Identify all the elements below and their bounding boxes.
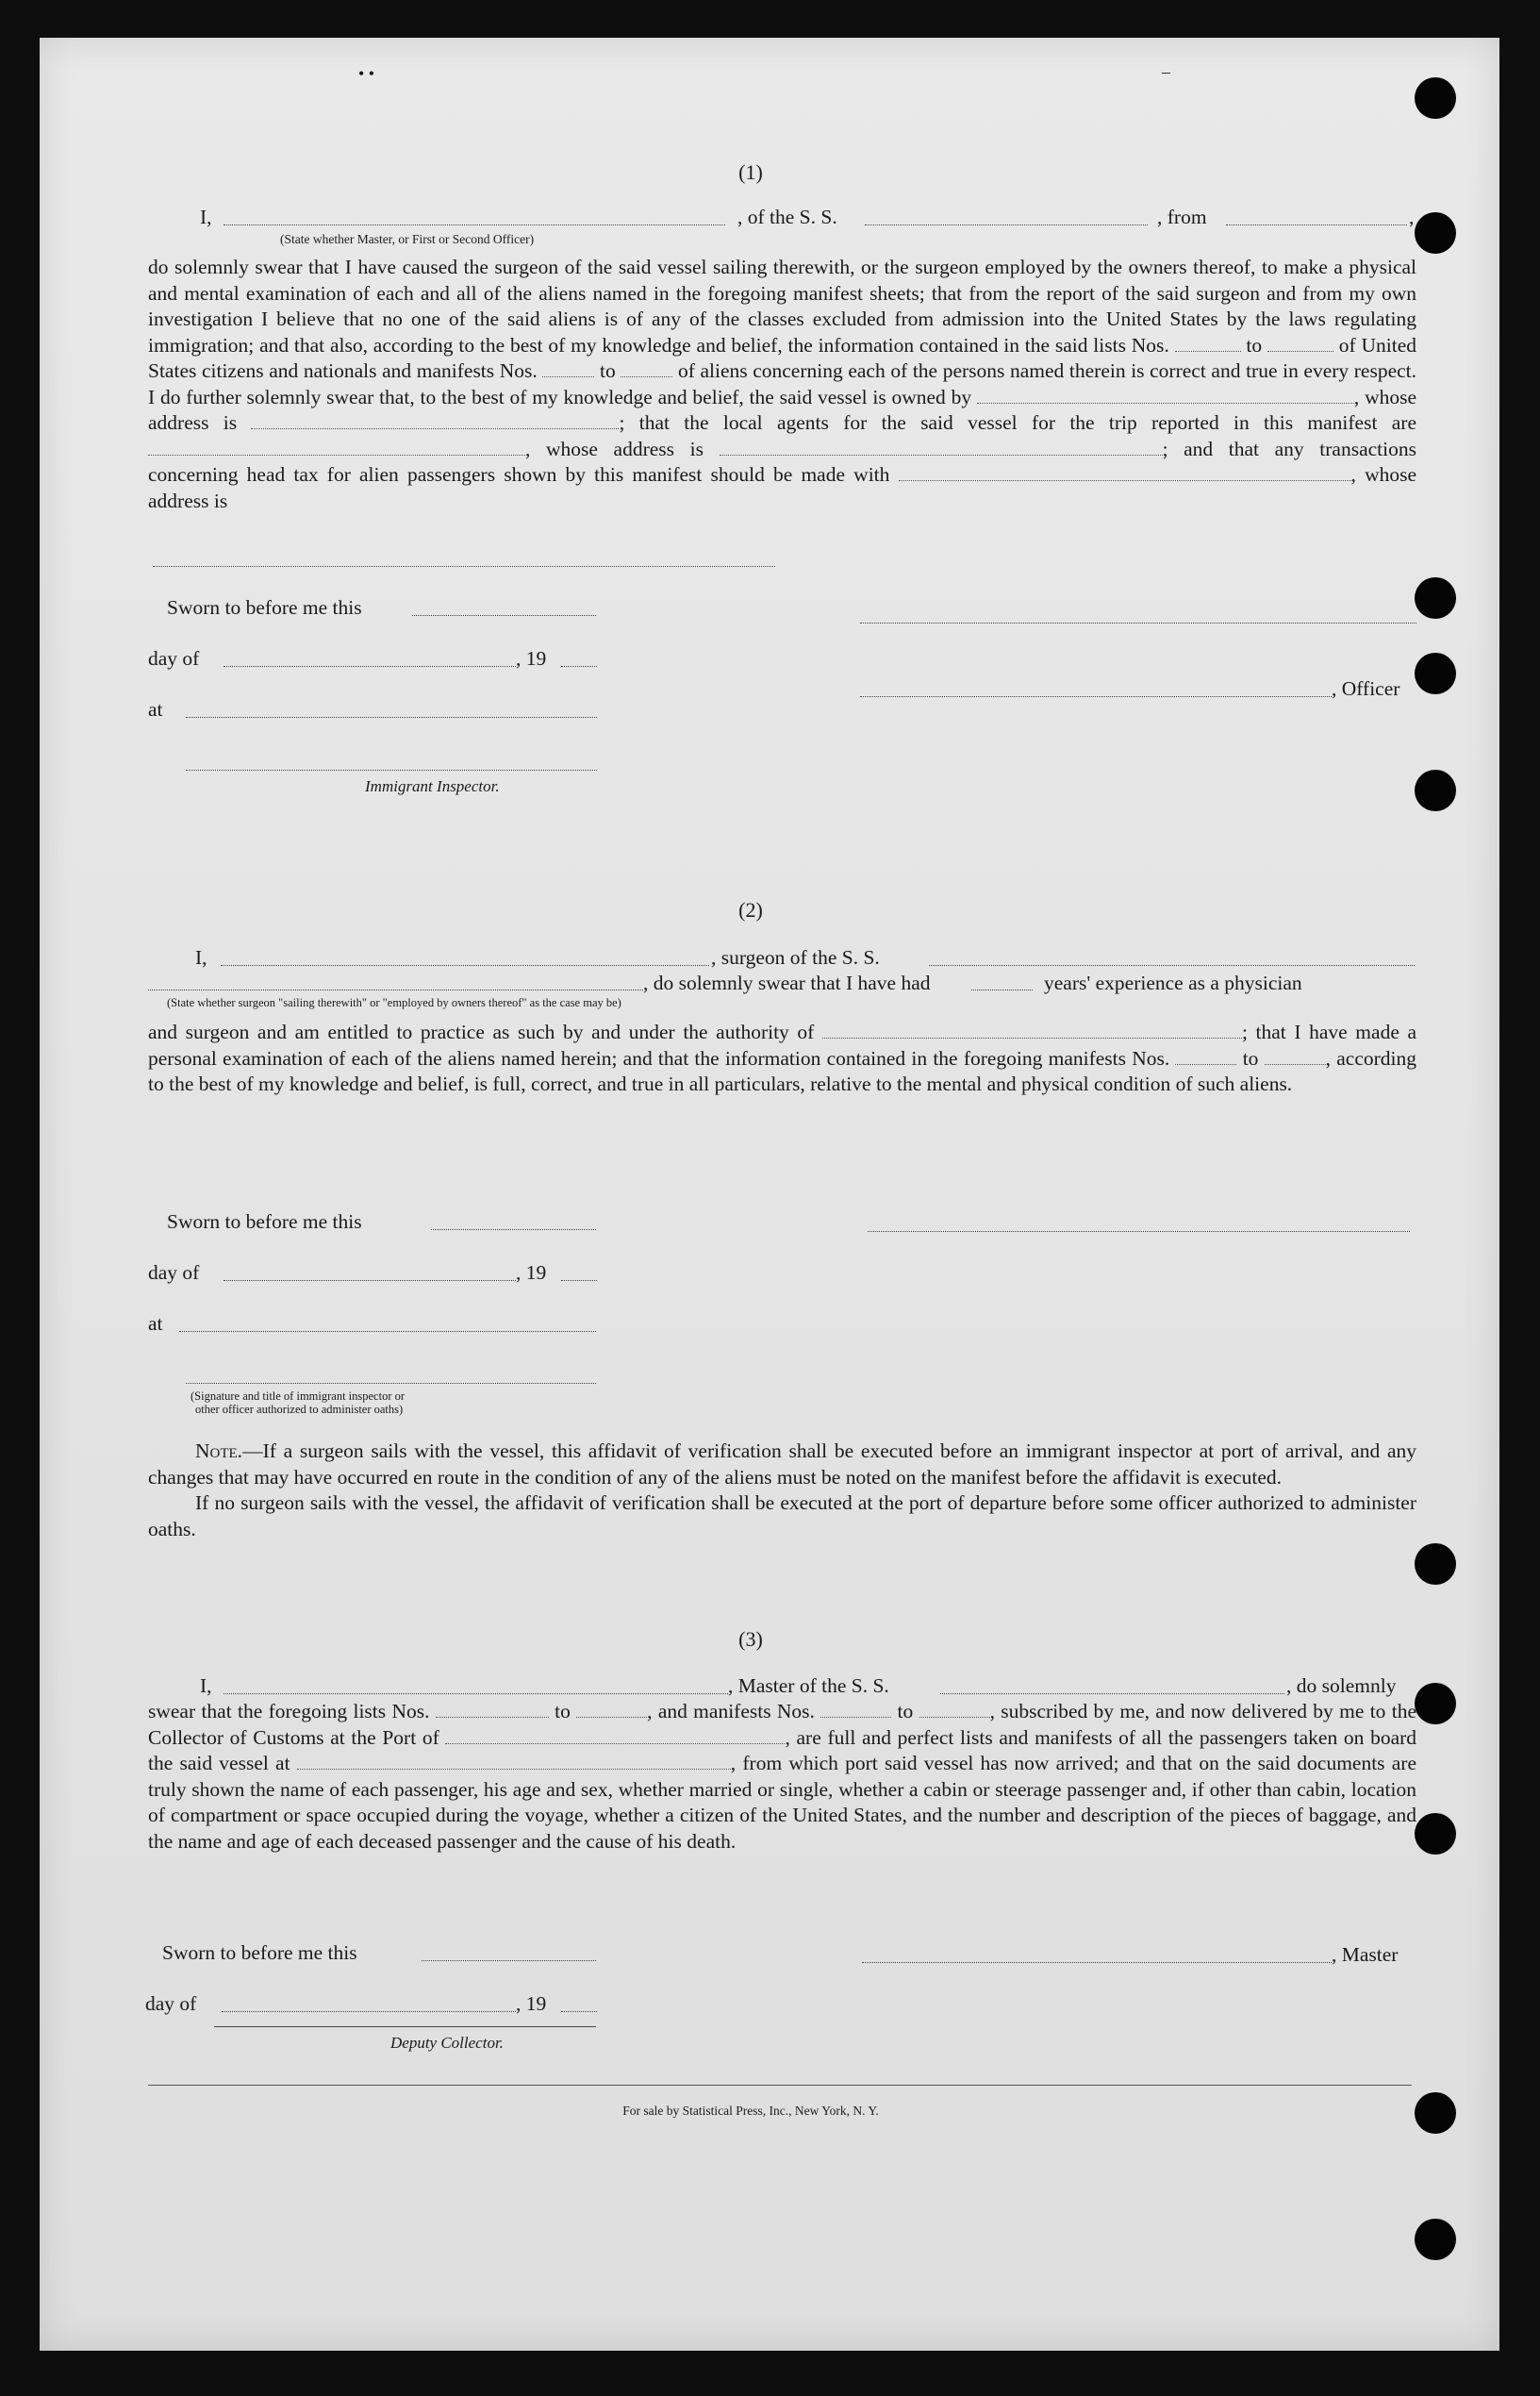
punch-hole — [1415, 653, 1456, 694]
s1-lists-to-field[interactable] — [1267, 334, 1333, 352]
s3-departure-port-field[interactable] — [297, 1752, 731, 1770]
s2-day-of-field[interactable] — [224, 1280, 516, 1281]
s1-body-to1: to — [1246, 333, 1263, 357]
s1-sworn-label: Sworn to before me this — [167, 596, 362, 619]
s2-sig-note-1: (Signature and title of immigrant inspector or — [190, 1389, 406, 1403]
s1-year-label: , 19 — [516, 647, 547, 670]
s2-surgeon-label: , surgeon of the S. S. — [711, 946, 880, 969]
s2-body-c: , according to the best of my knowledge and belief, is full, correct, and true in all particulars, relative to the mental and physical condition of such aliens. — [148, 1046, 1417, 1095]
stray-mark: – — [1162, 62, 1170, 81]
s2-sworn-label: Sworn to before me this — [167, 1210, 362, 1233]
s1-body-f: , whose address is — [525, 437, 704, 460]
s3-lists-from-field[interactable] — [436, 1700, 549, 1718]
s3-master-sig-label: , Master — [1332, 1943, 1399, 1966]
s2-body-a: and surgeon and am entitled to practice as such by and under the authority of — [148, 1021, 815, 1043]
s1-day-of-field[interactable] — [224, 666, 516, 667]
punch-hole — [1415, 77, 1456, 119]
s2-body-b: ; that I have made a personal examination of each of the aliens named herein; and that the information contained in the foregoing manifests Nos. — [148, 1021, 1417, 1070]
s1-from-label: , from — [1157, 206, 1207, 228]
s1-manifests-to-field[interactable] — [621, 359, 672, 377]
s3-body-to1: to — [555, 1700, 571, 1722]
footer-printer-text: For sale by Statistical Press, Inc., New York, N. Y. — [622, 2104, 879, 2118]
s2-sworn-field[interactable] — [431, 1229, 596, 1230]
s3-master-label: , Master of the S. S. — [728, 1674, 889, 1697]
s1-sworn-field[interactable] — [412, 615, 596, 616]
s3-ship-name-field[interactable] — [940, 1693, 1284, 1694]
s3-affidavit-body — [148, 1699, 1416, 1855]
s2-i-label: I, — [195, 946, 207, 969]
s1-body-g: ; and that any transactions concerning head tax for alien passengers shown by this manifest should be made with — [148, 437, 1416, 486]
s1-year-field[interactable] — [561, 666, 597, 667]
punch-hole — [1415, 1683, 1456, 1724]
s2-body-to: to — [1242, 1046, 1259, 1070]
s2-note — [148, 1439, 1416, 1542]
s3-body-to2: to — [897, 1700, 914, 1722]
punch-hole — [1415, 1543, 1456, 1585]
s2-surgeon-signature-line[interactable] — [868, 1231, 1410, 1232]
s1-agents-field[interactable] — [148, 438, 525, 456]
s2-at-field[interactable] — [179, 1331, 596, 1332]
s2-note-2: If no surgeon sails with the vessel, the affidavit of verification shall be executed at the port of departure before some officer authorized to administer oaths. — [148, 1491, 1416, 1540]
punch-hole — [1415, 770, 1456, 811]
s1-body-d: , whose address is — [148, 385, 1417, 434]
s1-owner-field[interactable] — [977, 386, 1354, 404]
s1-body-e: ; that the local agents for the said vessel for the trip reported in this manifest are — [619, 411, 1416, 434]
s3-master-name-field[interactable] — [224, 1693, 728, 1694]
s3-body-c: , subscribed by me, and now delivered by me to the Collector of Customs at the Port of — [148, 1700, 1416, 1749]
s3-lists-to-field[interactable] — [576, 1700, 647, 1718]
s2-inspector-signature-line[interactable] — [186, 1383, 596, 1384]
punch-hole — [1415, 577, 1456, 619]
s3-collector-label: Deputy Collector. — [390, 2034, 504, 2052]
s3-year-label: , 19 — [516, 1992, 547, 2015]
s1-day-of-label: day of — [148, 647, 200, 670]
s2-affidavit-body — [148, 1020, 1416, 1098]
s3-day-of-field[interactable] — [222, 2011, 516, 2012]
s2-years-label: years' experience as a physician — [1044, 972, 1302, 994]
s3-year-field[interactable] — [561, 2011, 597, 2012]
s1-officer-label: , Officer — [1332, 677, 1400, 700]
s2-authority-field[interactable] — [822, 1021, 1242, 1039]
s1-comma: , — [1409, 206, 1415, 228]
s1-inspector-signature-line[interactable] — [186, 770, 597, 771]
s3-collector-signature-line[interactable] — [214, 2026, 596, 2027]
section-2-number: (2) — [738, 898, 763, 922]
s1-body-b: of United States citizens and nationals and manifests Nos. — [148, 333, 1417, 382]
s1-i-label: I, — [200, 206, 212, 228]
s2-surgeon-note: (State whether surgeon "sailing therewith" or "employed by owners thereof" as the case may be) — [167, 996, 621, 1009]
footer-rule — [148, 2085, 1412, 2086]
section-3-number: (3) — [738, 1627, 763, 1651]
section-1-number: (1) — [738, 160, 763, 184]
s3-body-d: , are full and perfect lists and manifests of all the passengers taken on board the said vessel at — [148, 1725, 1417, 1774]
s2-manifests-to-field[interactable] — [1265, 1047, 1326, 1065]
punch-hole — [1415, 212, 1456, 254]
s3-manifests-from-field[interactable] — [820, 1700, 891, 1718]
s1-body-c: of aliens concerning each of the persons named therein is correct and true in every respect. I do further solemnly swear that, to the best of my knowledge and belief, the said vessel is owned by — [148, 359, 1417, 408]
s1-affidavit-body — [148, 255, 1416, 514]
s1-head-tax-field[interactable] — [899, 463, 1351, 481]
s3-day-of-label: day of — [145, 1992, 197, 2015]
s1-owner-address-field[interactable] — [251, 411, 619, 429]
s2-manifests-from-field[interactable] — [1175, 1047, 1236, 1065]
s2-note-1: —If a surgeon sails with the vessel, this affidavit of verification shall be executed before an immigrant inspector at port of arrival, and any changes that may have occurred en route in the condition of any of the aliens must be noted on the manifest before the affidavit is executed. — [148, 1439, 1416, 1489]
s2-year-field[interactable] — [561, 1280, 597, 1281]
s3-i-label: I, — [200, 1674, 212, 1697]
s1-lists-from-field[interactable] — [1175, 334, 1241, 352]
s1-manifests-from-field[interactable] — [542, 359, 594, 377]
s3-port-field[interactable] — [445, 1726, 785, 1744]
s2-year-label: , 19 — [516, 1261, 547, 1284]
s3-body-e: , from which port said vessel has now arrived; and that on the said documents are truly shown the name of each passenger, his age and sex, whether married or single, whether a cabin or steerage passenger and, if other than cabin, location of compartment or space occupied during the voyage, whether a citizen of the United States, and the number and description of the pieces of baggage, and the name and age of each deceased passenger and the cause of his death. — [148, 1752, 1417, 1853]
s1-body-to2: to — [600, 359, 616, 382]
s3-solemnly-label: , do solemnly — [1286, 1674, 1397, 1697]
s2-at-label: at — [148, 1312, 163, 1335]
s2-surgeon-name-field[interactable] — [221, 965, 709, 966]
s3-body-b: , and manifests Nos. — [647, 1700, 815, 1722]
s3-sworn-label: Sworn to before me this — [162, 1941, 357, 1964]
s1-agents-address-field[interactable] — [720, 438, 1163, 456]
s1-at-field[interactable] — [186, 717, 597, 718]
s2-swear-label: , do solemnly swear that I have had — [643, 972, 931, 994]
punch-hole — [1415, 2219, 1456, 2260]
s2-day-of-label: day of — [148, 1261, 200, 1284]
s2-ship-name-field[interactable] — [929, 965, 1415, 966]
s3-body-a: swear that the foregoing lists Nos. — [148, 1700, 430, 1722]
s3-master-signature-line[interactable] — [862, 1962, 1332, 1963]
s3-manifests-to-field[interactable] — [919, 1700, 990, 1718]
s1-officer-signature-line-2[interactable] — [860, 696, 1332, 697]
s1-body-h: , whose address is — [148, 463, 1417, 512]
s1-head-tax-address-field[interactable] — [153, 566, 775, 567]
manifest-affidavit-page — [40, 38, 1499, 2351]
s1-officer-signature-line-1[interactable] — [860, 623, 1416, 624]
stray-mark: • • — [358, 64, 375, 83]
s1-ss-label: , of the S. S. — [737, 206, 837, 228]
s1-inspector-label: Immigrant Inspector. — [365, 777, 500, 795]
s1-body-a: do solemnly swear that I have caused the surgeon of the said vessel sailing therewith, or the surgeon employed by the owners thereof, to make a physical and mental examination of each and all of the aliens named in the foregoing manifest sheets; that from the report of the said surgeon and from my own investigation I believe that no one of the said aliens is of any of the classes excluded from admission into the United States by the laws regulating immigration; and that also, according to the best of my knowledge and belief, the information contained in the said lists Nos. — [148, 256, 1416, 357]
s1-at-label: at — [148, 698, 163, 721]
s2-sig-note-2: other officer authorized to administer oaths) — [195, 1403, 404, 1416]
s2-note-label: Note. — [195, 1439, 243, 1462]
s1-officer-note: (State whether Master, or First or Second Officer) — [280, 232, 535, 246]
punch-hole — [1415, 1813, 1456, 1855]
s3-sworn-field[interactable] — [422, 1960, 596, 1961]
